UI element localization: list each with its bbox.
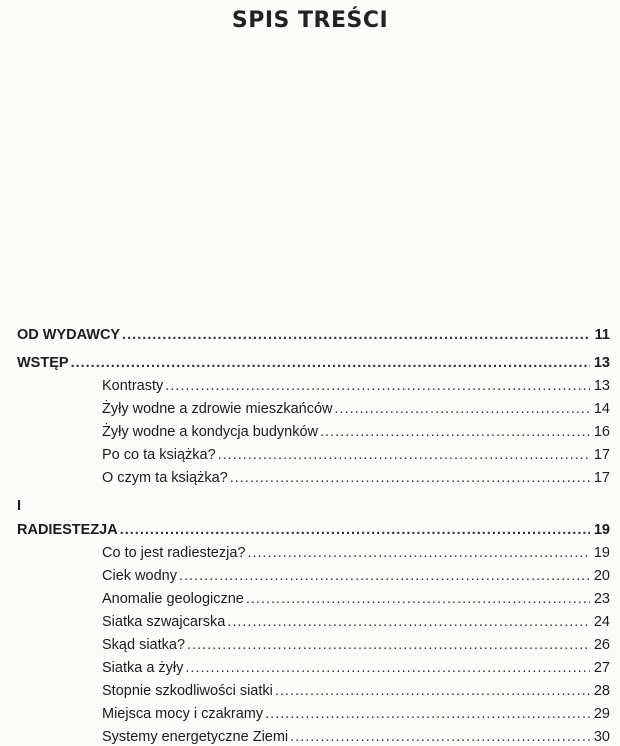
toc-page-number: 20 xyxy=(593,568,610,584)
page-title: SPIS TREŚCI xyxy=(231,8,389,33)
toc-subentry[interactable] xyxy=(17,400,610,418)
toc-entry-title: Po co ta książka? xyxy=(102,447,216,463)
toc-entry-title: Co to jest radiestezja? xyxy=(102,545,246,561)
dot-leader xyxy=(218,446,590,464)
dot-leader xyxy=(227,613,590,631)
toc-page-number: 17 xyxy=(593,470,610,486)
toc-page-number: 23 xyxy=(593,591,610,607)
table-of-contents xyxy=(17,326,610,746)
toc-entry-title: WSTĘP xyxy=(17,355,69,371)
toc-subentry[interactable] xyxy=(17,682,610,700)
toc-subentry[interactable] xyxy=(17,613,610,631)
toc-page-number: 13 xyxy=(593,378,610,394)
toc-subentry[interactable] xyxy=(17,544,610,562)
toc-page-number: 26 xyxy=(593,637,610,653)
toc-entry-wstep[interactable] xyxy=(17,354,610,372)
toc-entry-title: Anomalie geologiczne xyxy=(102,591,244,607)
toc-entry-title: Skąd siatka? xyxy=(102,637,186,653)
dot-leader xyxy=(247,544,590,562)
dot-leader xyxy=(320,423,590,441)
toc-entry-title: Siatka szwajcarska xyxy=(102,614,226,630)
dot-leader xyxy=(334,400,590,418)
toc-page-number: 27 xyxy=(593,660,610,676)
toc-entry-title: Siatka a żyły xyxy=(102,660,184,676)
dot-leader xyxy=(246,590,590,608)
toc-page-number: 24 xyxy=(593,614,610,630)
toc-entry-title: Systemy energetyczne Ziemi xyxy=(102,729,289,745)
toc-subentry[interactable] xyxy=(17,446,610,464)
toc-page-number: 14 xyxy=(593,401,610,417)
toc-entry-od-wydawcy[interactable] xyxy=(17,326,610,344)
dot-leader xyxy=(179,567,590,585)
toc-entry-title: RADIESTEZJA xyxy=(17,522,118,538)
toc-entry-title: Ciek wodny xyxy=(102,568,177,584)
dot-leader xyxy=(265,705,590,723)
dot-leader xyxy=(187,636,590,654)
toc-page-number: 16 xyxy=(593,424,610,440)
toc-subentry[interactable] xyxy=(17,705,610,723)
toc-entry-title: Żyły wodne a zdrowie mieszkańców xyxy=(102,401,333,417)
toc-entry-title: Stopnie szkodliwości siatki xyxy=(102,683,273,699)
toc-page-number: 19 xyxy=(593,545,610,561)
toc-entry-title: Kontrasty xyxy=(102,378,164,394)
toc-page-number: 19 xyxy=(593,522,610,538)
toc-subentry[interactable] xyxy=(17,423,610,441)
toc-entry-title: Żyły wodne a kondycja budynków xyxy=(102,424,319,440)
toc-page-number: 29 xyxy=(593,706,610,722)
toc-page-number: 30 xyxy=(593,729,610,745)
dot-leader xyxy=(122,326,590,344)
toc-page-number: 28 xyxy=(593,683,610,699)
dot-leader xyxy=(275,682,590,700)
toc-page-number: 17 xyxy=(593,447,610,463)
dot-leader xyxy=(71,354,590,372)
dot-leader xyxy=(120,521,590,539)
toc-subentry[interactable] xyxy=(17,728,610,746)
toc-entry-title: Miejsca mocy i czakramy xyxy=(102,706,264,722)
toc-entry-title: O czym ta książka? xyxy=(102,470,228,486)
toc-subentry[interactable] xyxy=(17,590,610,608)
chapter-numeral: I xyxy=(17,498,22,514)
toc-entry-title: OD WYDAWCY xyxy=(17,327,121,343)
toc-subentry[interactable] xyxy=(17,567,610,585)
dot-leader xyxy=(185,659,590,677)
dot-leader xyxy=(290,728,590,746)
toc-subentry[interactable] xyxy=(17,659,610,677)
toc-subentry[interactable] xyxy=(17,469,610,487)
dot-leader xyxy=(165,377,590,395)
toc-subentry[interactable] xyxy=(17,377,610,395)
toc-page-number: 13 xyxy=(593,355,610,371)
dot-leader xyxy=(230,469,590,487)
toc-subentry[interactable] xyxy=(17,636,610,654)
toc-entry-radiestezja[interactable] xyxy=(17,521,610,539)
toc-page-number: 11 xyxy=(594,327,610,343)
